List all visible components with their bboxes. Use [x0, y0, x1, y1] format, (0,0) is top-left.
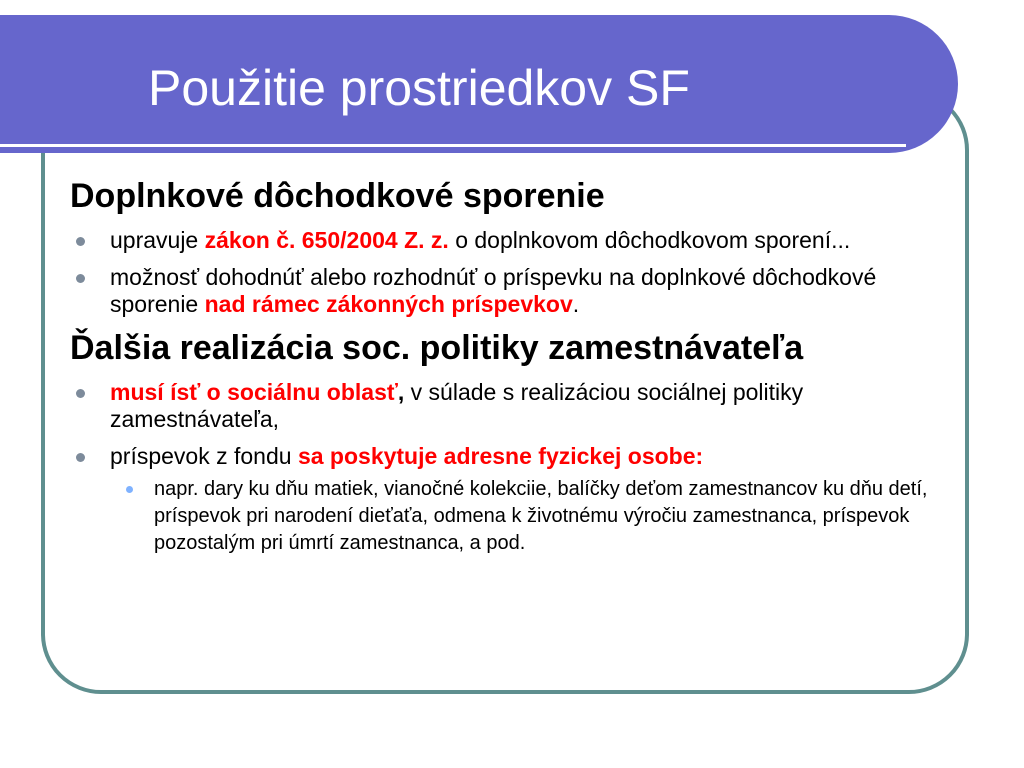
bullet-icon	[76, 453, 85, 462]
bullet-icon	[76, 389, 85, 398]
section-heading-2: Ďalšia realizácia soc. politiky zamestnávateľa	[70, 328, 804, 367]
bullet-item: príspevok z fondu sa poskytuje adresne fyzickej osobe:	[70, 443, 950, 470]
title-underline	[0, 144, 906, 147]
bullet-item: musí ísť o sociálnu oblasť, v súlade s realizáciou sociálnej politiky zamestnávateľa,	[70, 379, 950, 433]
section-heading-1: Doplnkové dôchodkové sporenie	[70, 177, 605, 215]
bullet-icon	[76, 237, 85, 246]
sub-bullet-icon	[126, 486, 133, 493]
bullet-icon	[76, 274, 85, 283]
bullet-item: možnosť dohodnúť alebo rozhodnúť o príspevku na doplnkové dôchodkové sporenie nad rámec zákonných príspevkov.	[70, 264, 950, 318]
slide-title: Použitie prostriedkov SF	[148, 60, 690, 116]
title-bar	[0, 15, 958, 153]
slide-content	[70, 176, 950, 557]
bullet-item: upravuje zákon č. 650/2004 Z. z. o doplnkovom dôchodkovom sporení...	[70, 227, 950, 254]
sub-bullet-item: napr. dary ku dňu matiek, vianočné kolekciie, balíčky deťom zamestnancov ku dňu detí, príspevok pri narodení dieťaťa, odmena k životnému výročiu zamestnanca, príspevok pozostalým pri úmrtí zamestnanca, a pod.	[70, 476, 950, 557]
